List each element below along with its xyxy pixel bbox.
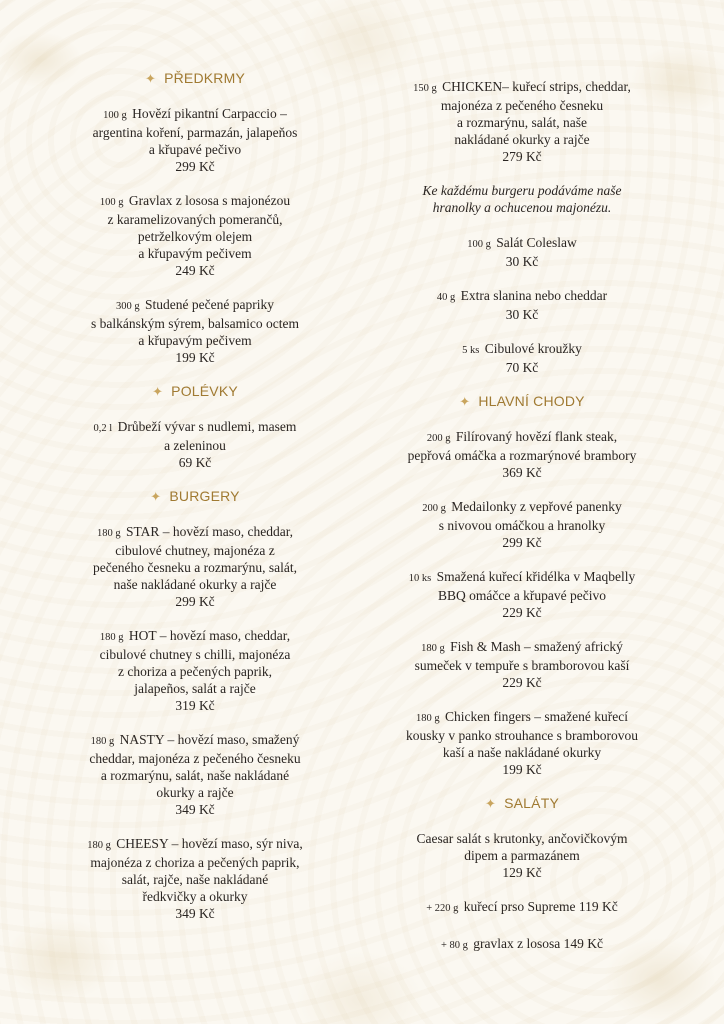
- item-text: Drůbeží vývar s nudlemi, masem: [117, 419, 297, 434]
- item-text: Cibulové kroužky: [484, 341, 582, 356]
- item-price: 229 Kč: [502, 605, 542, 620]
- menu-item: [372, 568, 672, 621]
- star-icon: ✦: [152, 384, 164, 399]
- section-heading: [372, 393, 672, 410]
- item-description-line: [372, 587, 672, 604]
- item-text: cheddar, majonéza z pečeného česneku: [89, 751, 301, 766]
- item-text: a zeleninou: [164, 438, 226, 453]
- item-text: Fish & Mash – smažený africký: [450, 639, 623, 654]
- item-text: sumeček v tempuře s bramborovou kaší: [414, 658, 630, 673]
- menu-item: [40, 523, 350, 610]
- item-description-line: [40, 523, 350, 542]
- item-text: salát, rajče, naše nakládané: [121, 872, 269, 887]
- item-text: pečeného česneku a rozmarýnu, salát,: [93, 560, 297, 575]
- item-quantity: 180 g: [99, 632, 124, 643]
- star-icon: ✦: [459, 394, 471, 409]
- item-description-line: [372, 727, 672, 744]
- item-text: Filírovaný hovězí flank steak,: [455, 429, 618, 444]
- addon-quantity: + 80 g: [440, 940, 468, 951]
- right-column: [372, 78, 672, 972]
- item-description-line: [372, 517, 672, 534]
- section-heading: [372, 795, 672, 812]
- menu-item: [372, 234, 672, 270]
- item-price: 299 Kč: [175, 594, 215, 609]
- item-text: NASTY – hovězí maso, smažený: [119, 732, 300, 747]
- item-description-line: [40, 437, 350, 454]
- item-quantity: 180 g: [90, 736, 115, 747]
- menu-item: [372, 287, 672, 323]
- item-quantity: 180 g: [96, 528, 121, 539]
- menu-item: [372, 830, 672, 881]
- item-description-line: [40, 245, 350, 262]
- item-text: CHEESY – hovězí maso, sýr niva,: [116, 836, 303, 851]
- item-price: 199 Kč: [175, 350, 215, 365]
- item-description-line: [372, 830, 672, 847]
- item-text: kousky v panko strouhance s bramborovou: [405, 728, 639, 743]
- item-text: Chicken fingers – smažené kuřecí: [445, 709, 628, 724]
- item-price: 30 Kč: [505, 307, 539, 322]
- menu-item: [372, 498, 672, 551]
- menu-item: [372, 428, 672, 481]
- item-description-line: [40, 192, 350, 211]
- item-description-line: [372, 638, 672, 657]
- item-description-line: [40, 680, 350, 697]
- burger-note: [372, 182, 672, 216]
- item-quantity: 5 ks: [462, 345, 480, 356]
- item-description-line: [40, 871, 350, 888]
- item-text: argentina koření, parmazán, jalapeňos: [92, 125, 298, 140]
- star-icon: ✦: [485, 796, 497, 811]
- item-price: 299 Kč: [175, 159, 215, 174]
- section-heading: [40, 488, 350, 505]
- item-description-line: [372, 708, 672, 727]
- item-quantity: 150 g: [413, 83, 437, 94]
- item-description-line: [40, 542, 350, 559]
- item-description-line: [372, 234, 672, 253]
- item-description-line: [40, 228, 350, 245]
- addon-text: kuřecí prso Supreme 119 Kč: [463, 899, 618, 914]
- item-description-line: [40, 141, 350, 158]
- item-text: okurky a rajče: [156, 785, 234, 800]
- item-text: majonéza z pečeného česneku: [440, 98, 604, 113]
- item-description-line: [372, 447, 672, 464]
- item-text: a rozmarýnu, salát, naše nakládané: [100, 768, 290, 783]
- item-price: 199 Kč: [502, 762, 542, 777]
- item-description-line: [40, 627, 350, 646]
- item-description-line: [372, 78, 672, 97]
- item-text: dipem a parmazánem: [464, 848, 580, 863]
- item-price: 70 Kč: [505, 360, 539, 375]
- addon-quantity: + 220 g: [426, 903, 459, 914]
- item-description-line: [40, 646, 350, 663]
- item-description-line: [40, 315, 350, 332]
- item-text: CHICKEN– kuřecí strips, cheddar,: [442, 79, 631, 94]
- item-description-line: [40, 888, 350, 905]
- section-title: HLAVNÍ CHODY: [478, 393, 585, 409]
- item-quantity: 300 g: [116, 301, 140, 312]
- item-description-line: [40, 767, 350, 784]
- item-text: naše nakládané okurky a rajče: [113, 577, 277, 592]
- item-text: a křupavým pečivem: [138, 246, 252, 261]
- section-title: POLÉVKY: [171, 383, 238, 399]
- item-description-line: [40, 784, 350, 801]
- item-price: 30 Kč: [505, 254, 539, 269]
- item-text: BBQ omáčce a křupavé pečivo: [438, 588, 606, 603]
- item-quantity: 0,2 l: [93, 423, 113, 434]
- item-quantity: 100 g: [467, 239, 491, 250]
- item-price: 349 Kč: [175, 906, 215, 921]
- item-text: Hovězí pikantní Carpaccio –: [132, 106, 287, 121]
- item-text: s balkánským sýrem, balsamico octem: [90, 316, 300, 331]
- item-description-line: [372, 744, 672, 761]
- item-text: HOT – hovězí maso, cheddar,: [128, 628, 291, 643]
- item-text: z karamelizovaných pomerančů,: [107, 212, 283, 227]
- item-description-line: [40, 663, 350, 680]
- item-description-line: [40, 854, 350, 871]
- item-quantity: 180 g: [421, 643, 445, 654]
- item-quantity: 40 g: [436, 292, 456, 303]
- item-text: jalapeños, salát a rajče: [134, 681, 256, 696]
- section-title: BURGERY: [169, 488, 240, 504]
- salad-addon: [372, 935, 672, 954]
- item-price: 129 Kč: [502, 865, 542, 880]
- item-description-line: [372, 657, 672, 674]
- item-text: cibulové chutney, majonéza z: [115, 543, 275, 558]
- item-text: Caesar salát s krutonky, ančovičkovým: [416, 831, 628, 846]
- section-heading: [40, 70, 350, 87]
- item-price: 249 Kč: [175, 263, 215, 278]
- item-text: STAR – hovězí maso, cheddar,: [125, 524, 294, 539]
- item-quantity: 100 g: [99, 197, 124, 208]
- item-text: Smažená kuřecí křidélka v Maqbelly: [436, 569, 636, 584]
- item-text: ředkvičky a okurky: [142, 889, 248, 904]
- item-price: 229 Kč: [502, 675, 542, 690]
- item-description-line: [40, 731, 350, 750]
- item-text: a křupavé pečivo: [148, 142, 242, 157]
- item-text: nakládané okurky a rajče: [454, 132, 590, 147]
- menu-item: [372, 708, 672, 778]
- item-text: Salát Coleslaw: [496, 235, 577, 250]
- item-quantity: 180 g: [87, 840, 111, 851]
- item-text: kaší a naše nakládané okurky: [442, 745, 602, 760]
- item-quantity: 200 g: [426, 433, 451, 444]
- menu-item: [372, 340, 672, 376]
- item-description-line: [372, 428, 672, 447]
- item-description-line: [372, 131, 672, 148]
- item-description-line: [372, 287, 672, 306]
- section-heading: [40, 383, 350, 400]
- item-description-line: [40, 211, 350, 228]
- item-price: 69 Kč: [178, 455, 212, 470]
- left-column: [40, 70, 350, 939]
- item-price: 279 Kč: [502, 149, 542, 164]
- item-text: Medailonky z vepřové panenky: [451, 499, 622, 514]
- star-icon: ✦: [144, 71, 157, 86]
- menu-item: [40, 731, 350, 818]
- item-description-line: [40, 835, 350, 854]
- item-quantity: 10 ks: [408, 573, 432, 584]
- item-description-line: [372, 114, 672, 131]
- note-line: Ke každému burgeru podáváme naše: [422, 183, 622, 198]
- menu-item: [40, 627, 350, 714]
- item-quantity: 100 g: [103, 110, 127, 121]
- item-price: 319 Kč: [175, 698, 215, 713]
- item-text: a rozmarýnu, salát, naše: [456, 115, 588, 130]
- item-description-line: [40, 296, 350, 315]
- item-text: Extra slanina nebo cheddar: [460, 288, 608, 303]
- item-description-line: [40, 105, 350, 124]
- salad-addon: [372, 898, 672, 917]
- item-description-line: [40, 559, 350, 576]
- menu-item: [40, 296, 350, 366]
- item-description-line: [372, 97, 672, 114]
- item-price: 299 Kč: [502, 535, 542, 550]
- note-line: hranolky a ochucenou majonézu.: [432, 200, 612, 215]
- item-text: a křupavým pečivem: [138, 333, 252, 348]
- section-title: SALÁTY: [504, 795, 559, 811]
- item-description-line: [40, 418, 350, 437]
- menu-item: [372, 638, 672, 691]
- star-icon: ✦: [150, 489, 162, 504]
- item-description-line: [372, 847, 672, 864]
- item-description-line: [372, 498, 672, 517]
- menu-item: [40, 105, 350, 175]
- item-description-line: [40, 124, 350, 141]
- item-quantity: 180 g: [416, 713, 440, 724]
- item-description-line: [40, 576, 350, 593]
- menu-item: [40, 418, 350, 471]
- item-text: cibulové chutney s chilli, majonéza: [99, 647, 291, 662]
- item-text: s nivovou omáčkou a hranolky: [438, 518, 606, 533]
- addon-text: gravlax z lososa 149 Kč: [473, 936, 603, 951]
- item-text: Gravlax z lososa s majonézou: [128, 193, 291, 208]
- item-price: 349 Kč: [175, 802, 215, 817]
- item-text: petrželkovým olejem: [137, 229, 253, 244]
- item-quantity: 200 g: [422, 503, 446, 514]
- item-price: 369 Kč: [502, 465, 542, 480]
- menu-item: [40, 835, 350, 922]
- item-description-line: [372, 568, 672, 587]
- menu-item: [40, 192, 350, 279]
- item-description-line: [40, 750, 350, 767]
- section-title: PŘEDKRMY: [164, 70, 246, 86]
- item-text: Studené pečené papriky: [145, 297, 274, 312]
- item-text: majonéza z choriza a pečených paprik,: [90, 855, 300, 870]
- item-description-line: [40, 332, 350, 349]
- menu-item: [372, 78, 672, 165]
- item-text: pepřová omáčka a rozmarýnové brambory: [407, 448, 637, 463]
- item-text: z choriza a pečených paprik,: [117, 664, 273, 679]
- item-description-line: [372, 340, 672, 359]
